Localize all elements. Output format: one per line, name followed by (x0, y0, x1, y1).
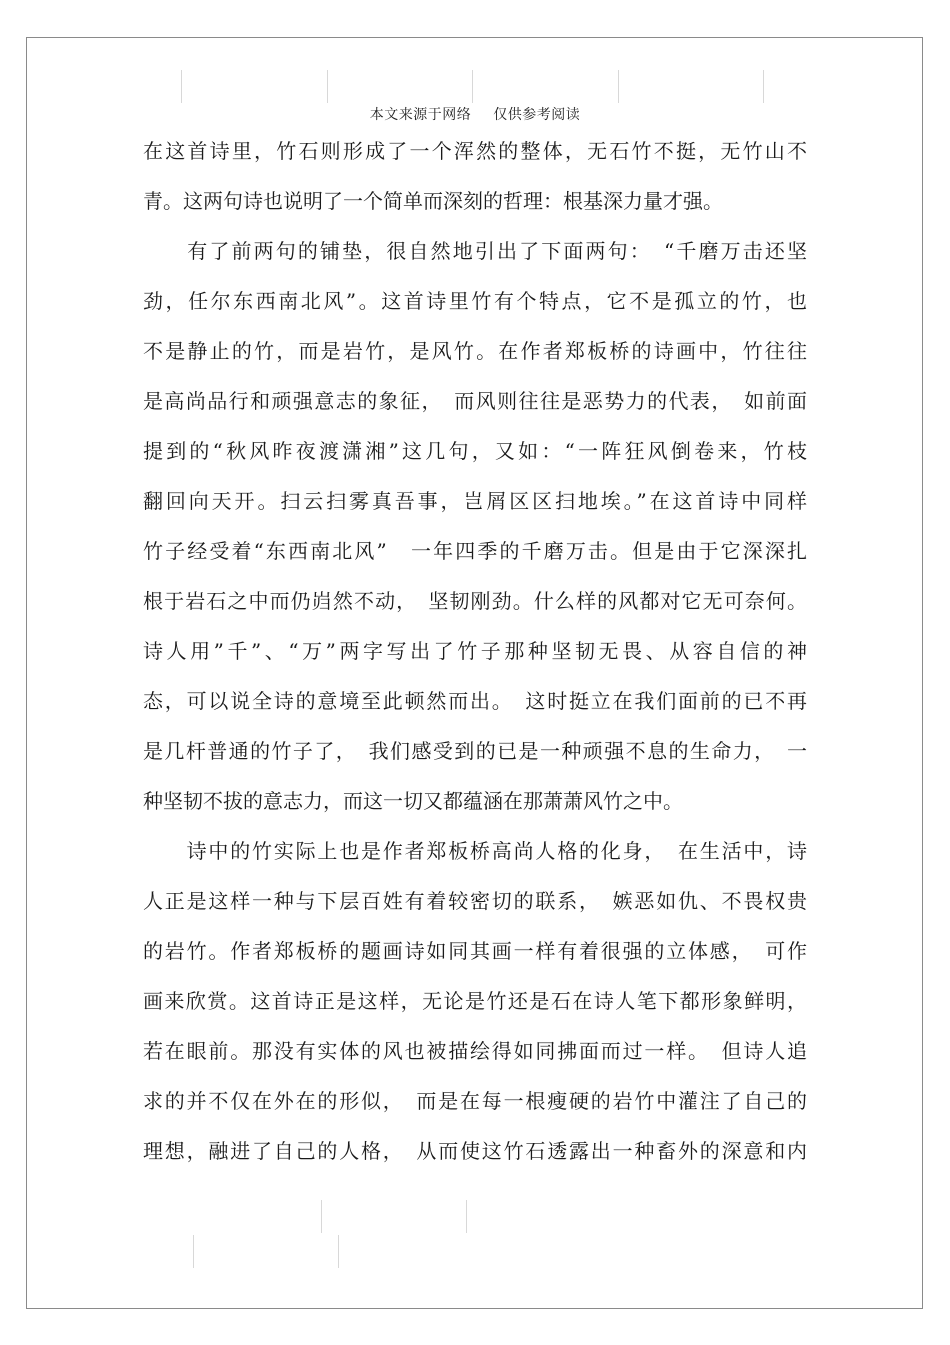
header-divider-5 (763, 70, 764, 103)
reference-note: 仅供参考阅读 (493, 107, 581, 123)
body-line: 是几杆普通的竹子了， 我们感受到的已是一种顽强不息的生命力， 一 (143, 739, 807, 763)
body-line: 提到的“秋风昨夜渡潇湘”这几句，又如：“一阵狂风倒卷来，竹枝 (143, 439, 807, 463)
footer-divider-1 (321, 1200, 322, 1233)
body-line: 若在眼前。那没有实体的风也被描绘得如同拂面而过一样。 但诗人追 (143, 1039, 807, 1063)
body-line: 画来欣赏。这首诗正是这样，无论是竹还是石在诗人笔下都形象鲜明， (143, 989, 807, 1013)
header-divider-3 (472, 70, 473, 103)
body-line: 人正是这样一种与下层百姓有着较密切的联系， 嫉恶如仇、不畏权贵 (143, 889, 807, 913)
body-line: 根于岩石之中而仍岿然不动， 坚韧刚劲。什么样的风都对它无可奈何。 (143, 589, 807, 613)
header-divider-4 (618, 70, 619, 103)
body-line: 的岩竹。作者郑板桥的题画诗如同其画一样有着很强的立体感， 可作 (143, 939, 807, 963)
footer-divider-3 (193, 1235, 194, 1268)
document-body (143, 132, 807, 1182)
body-line: 翻回向天开。扫云扫雾真吾事，岂屑区区扫地埃。”在这首诗中同样 (143, 489, 807, 513)
body-line: 种坚韧不拔的意志力，而这一切又都蕴涵在那萧萧风竹之中。 (143, 789, 683, 813)
source-note: 本文来源于网络 (369, 107, 472, 123)
body-line: 诗人用”千”、“万”两字写出了竹子那种坚韧无畏、从容自信的神 (143, 639, 807, 663)
footer-divider-2 (466, 1200, 467, 1233)
header-divider-1 (181, 70, 182, 103)
header-note (0, 104, 950, 124)
body-line: 有了前两句的铺垫，很自然地引出了下面两句： “千磨万击还坚 (143, 239, 807, 263)
body-line: 诗中的竹实际上也是作者郑板桥高尚人格的化身， 在生活中，诗 (143, 839, 807, 863)
body-line: 在这首诗里，竹石则形成了一个浑然的整体，无石竹不挺，无竹山不 (143, 139, 807, 163)
footer-divider-4 (338, 1235, 339, 1268)
body-line: 竹子经受着“东西南北风” 一年四季的千磨万击。但是由于它深深扎 (143, 539, 807, 563)
body-line: 不是静止的竹，而是岩竹，是风竹。在作者郑板桥的诗画中，竹往往 (143, 339, 807, 363)
body-line: 是高尚品行和顽强意志的象征， 而风则往往是恶势力的代表， 如前面 (143, 389, 807, 413)
body-line: 态，可以说全诗的意境至此顿然而出。 这时挺立在我们面前的已不再 (143, 689, 807, 713)
body-line: 理想，融进了自己的人格， 从而使这竹石透露出一种畜外的深意和内 (143, 1139, 807, 1163)
body-line: 求的并不仅在外在的形似， 而是在每一根瘦硬的岩竹中灌注了自己的 (143, 1089, 807, 1113)
body-line: 劲，任尔东西南北风”。这首诗里竹有个特点，它不是孤立的竹，也 (143, 289, 807, 313)
header-divider-2 (327, 70, 328, 103)
body-line: 青。这两句诗也说明了一个简单而深刻的哲理：根基深力量才强。 (143, 189, 723, 213)
